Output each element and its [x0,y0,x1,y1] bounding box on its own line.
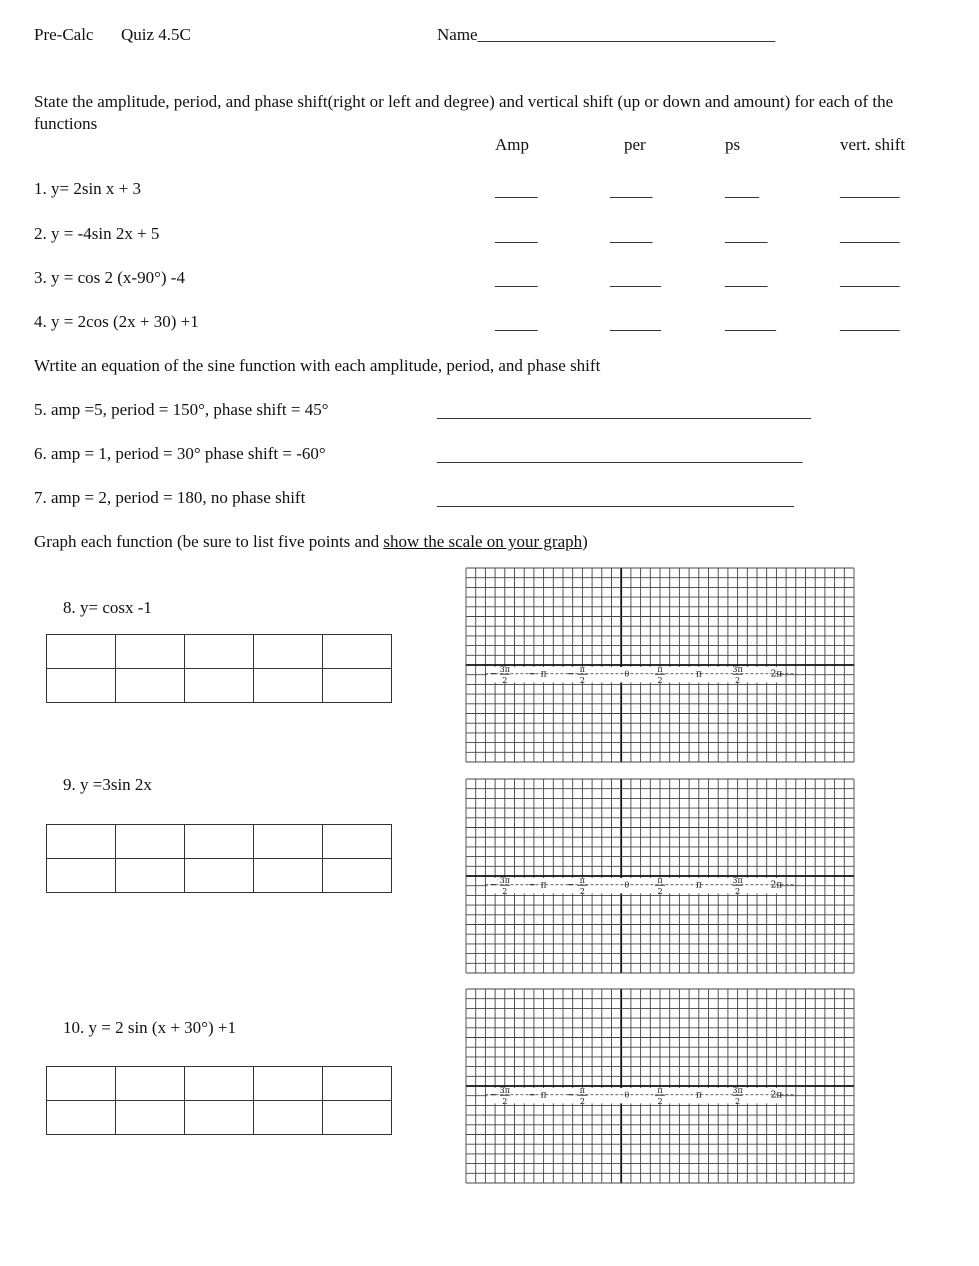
instructions-text-end: ) [582,532,588,551]
svg-text:0: 0 [624,1090,630,1100]
graph-paper[interactable] [465,778,855,974]
col-vert-shift: vert. shift [840,135,906,154]
tick-label-2pi [771,881,783,891]
svg-text:3π: 3π [732,1085,743,1095]
answer-blank[interactable]: _____ [610,181,653,200]
svg-text:2: 2 [579,886,585,896]
answer-blank[interactable]: ______ [610,270,661,289]
svg-text:2: 2 [657,1096,663,1106]
svg-text:2: 2 [579,675,585,685]
tick-label-2pi [771,670,783,680]
problem-2: 2. y = -4sin 2x + 5 [34,224,160,243]
svg-text:3π: 3π [732,875,743,885]
answer-blank[interactable]: _______ [840,314,900,333]
problem-3: 3. y = cos 2 (x-90°) -4 [34,268,185,287]
svg-text:π: π [579,1085,586,1095]
svg-text:3π: 3π [499,664,510,674]
equation-blank[interactable]: __________________________________________ [437,490,794,509]
svg-text:2: 2 [657,675,663,685]
answer-blank[interactable]: _______ [840,270,900,289]
answer-blank[interactable]: ______ [610,314,661,333]
graph-paper[interactable] [465,988,855,1184]
col-per: per [624,135,646,154]
svg-text:π: π [579,875,586,885]
answer-blank[interactable]: ______ [725,314,776,333]
section3-instructions [34,532,588,552]
svg-text:3π: 3π [499,1085,510,1095]
svg-text:3π: 3π [499,875,510,885]
answer-blank[interactable]: _____ [725,226,768,245]
problem-9: 9. y =3sin 2x [63,775,152,794]
svg-text:2: 2 [735,886,741,896]
instructions-underlined: show the scale on your graph [383,532,583,551]
answer-blank[interactable]: ____ [725,181,759,200]
tick-label-pi [696,1091,702,1101]
points-table [46,634,392,703]
svg-text:2: 2 [735,1096,741,1106]
instructions-text: Graph each function (be sure to list five points and [34,532,384,551]
equation-blank[interactable]: ___________________________________________ [437,446,803,465]
svg-text:2π: 2π [770,880,783,891]
problem-4: 4. y = 2cos (2x + 30) +1 [34,312,199,331]
svg-text:π: π [695,669,702,680]
svg-text:0: 0 [624,880,630,890]
tick-label-zero [624,670,629,679]
points-table [46,824,392,893]
svg-text:0: 0 [624,669,630,679]
svg-text:π: π [540,1090,547,1101]
svg-text:π: π [657,875,663,885]
section1-instructions: State the amplitude, period, and phase shift(right or left and degree) and vertical shift (up or down and amount) for each of the functions [34,92,894,133]
answer-blank[interactable]: _____ [610,226,653,245]
svg-text:π: π [540,880,547,891]
svg-text:2: 2 [579,1096,585,1106]
problem-7: 7. amp = 2, period = 180, no phase shift [34,488,306,507]
tick-label-2pi [771,1091,783,1101]
svg-text:π: π [695,1090,702,1101]
answer-blank[interactable]: _______ [840,226,900,245]
svg-text:2: 2 [735,675,741,685]
tick-label-zero [624,1091,629,1100]
section2-instructions: Wrtite an equation of the sine function with each amplitude, period, and phase shift [34,356,601,375]
quiz-title: Quiz 4.5C [121,25,191,44]
svg-text:2π: 2π [770,669,783,680]
svg-text:2: 2 [502,1096,508,1106]
answer-blank[interactable]: _____ [725,270,768,289]
tick-label-zero [624,881,629,890]
course-title: Pre-Calc [34,25,94,44]
col-amp: Amp [495,135,529,154]
svg-text:π: π [657,664,663,674]
problem-1: 1. y= 2sin x + 3 [34,179,142,198]
svg-text:π: π [579,664,586,674]
graph-paper[interactable] [465,567,855,763]
answer-blank[interactable]: _____ [495,314,538,333]
problem-6: 6. amp = 1, period = 30° phase shift = -60° [34,444,326,463]
svg-text:3π: 3π [732,664,743,674]
answer-blank[interactable]: _____ [495,181,538,200]
tick-label-pi [696,881,702,891]
svg-text:2π: 2π [770,1090,783,1101]
svg-text:2: 2 [502,886,508,896]
svg-text:π: π [657,1085,663,1095]
answer-blank[interactable]: _____ [495,270,538,289]
equation-blank[interactable]: ____________________________________________ [437,402,811,421]
problem-10: 10. y = 2 sin (x + 30°) +1 [63,1018,236,1037]
svg-text:π: π [695,880,702,891]
problem-8: 8. y= cosx -1 [63,598,152,617]
svg-text:2: 2 [502,675,508,685]
name-field[interactable]: Name___________________________________ [437,25,776,44]
answer-blank[interactable]: _______ [840,181,900,200]
svg-text:2: 2 [657,886,663,896]
problem-5: 5. amp =5, period = 150°, phase shift = 45° [34,400,329,419]
svg-text:π: π [540,669,547,680]
tick-label-pi [696,670,702,680]
answer-blank[interactable]: _____ [495,226,538,245]
col-ps: ps [725,135,741,154]
points-table [46,1066,392,1135]
